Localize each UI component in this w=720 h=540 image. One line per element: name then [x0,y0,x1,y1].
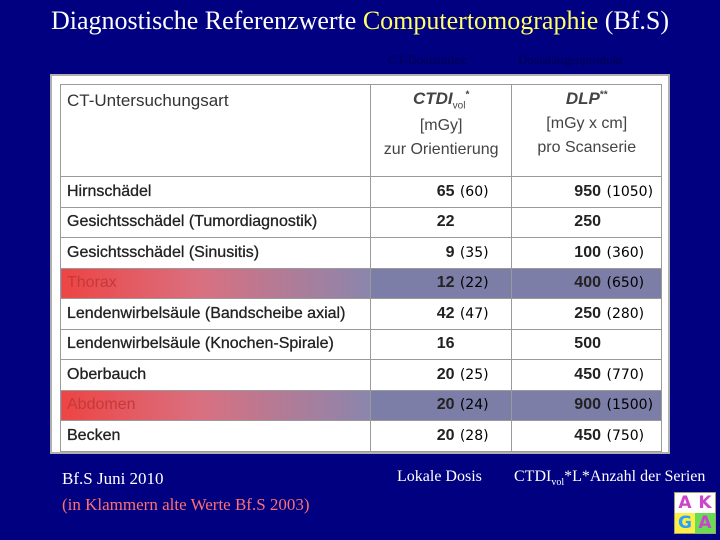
dlp-value: 950 [574,182,601,200]
header-ctdi [370,85,512,177]
dlp-value: 250 [574,304,601,322]
ctdi-cell [370,177,512,208]
table-row [61,238,662,269]
exam-type-cell: Oberbauch [61,360,371,391]
ctdi-value: 16 [436,335,455,353]
table-row [61,421,662,452]
ctdi-cell [370,421,512,452]
exam-type-cell: Lendenwirbelsäule (Bandscheibe axial) [61,299,371,330]
ctdi-cell [370,268,512,299]
ctdi-value: 22 [436,213,455,231]
slide-title [0,6,720,36]
reference-table-frame [50,74,670,454]
ctdi-old-value: (47) [459,305,489,322]
ctdi-unit: [mGy] [419,117,463,135]
table-row [61,329,662,360]
akga-logo [674,492,716,534]
exam-type-cell: Gesichtsschädel (Sinusitis) [61,238,371,269]
dlp-value: 500 [574,335,601,353]
dlp-value: 250 [574,213,601,231]
ctdi-value: 9 [445,243,455,261]
dlp-old-value: (650) [606,275,645,292]
ctdi-cell [370,360,512,391]
dlp-cell [512,390,662,421]
ctdi-old-value: (25) [459,366,489,383]
ctdi-value: 20 [436,365,455,383]
exam-type-cell: Gesichtsschädel (Tumordiagnostik) [61,207,371,238]
ctdi-old-value: (22) [459,275,489,292]
ctdi-cell [370,329,512,360]
exam-type-cell: Lendenwirbelsäule (Knochen-Spirale) [61,329,371,360]
title-part-1: Diagnostische Referenzwerte [50,6,363,35]
dlp-cell [512,299,662,330]
exam-type-cell: Becken [61,421,371,452]
ctdi-old-value: (35) [459,244,489,261]
ctdi-symbol: $CTDI_{vol}^*$ [412,89,470,112]
dlp-cell [512,207,662,238]
title-part-3: (Bf.S) [598,6,670,35]
table-row [61,390,662,421]
table-row [61,207,662,238]
footer-local-dose: Lokale Dosis [397,468,482,485]
table-row [61,360,662,391]
dlp-old-value: (750) [606,427,645,444]
title-part-2: Computertomographie [362,6,599,35]
table-row [61,268,662,299]
header-dlp [512,85,662,177]
dlp-cell [512,329,662,360]
dlp-old-value: (1500) [606,397,654,414]
logo-letter-3: G [675,513,695,533]
ctdi-cell [370,207,512,238]
exam-type-cell: Hirnschädel [61,177,371,208]
dlp-value: 450 [574,426,601,444]
dlp-old-value: (360) [606,244,645,261]
ctdi-value: 12 [436,274,455,292]
dlp-unit: [mGy x cm] [546,115,628,132]
dlp-cell [512,360,662,391]
reference-table [60,84,662,452]
ctdi-cell [370,299,512,330]
ctdi-value: 65 [436,182,455,200]
dlp-value: 100 [574,243,601,261]
dlp-value: 900 [574,396,601,414]
ctdi-value: 20 [436,426,455,444]
dlp-cell [512,177,662,208]
dlp-old-value: (280) [606,305,645,322]
exam-type-cell: Thorax [61,268,371,299]
footer-old-values-note: (in Klammern alte Werte Bf.S 2003) [62,495,310,514]
logo-letter-4: A [695,513,715,533]
ctdi-value: 42 [436,304,455,322]
footer-source-date: Bf.S Juni 2010 [62,469,164,488]
logo-letter-1: A [675,493,695,513]
table-header-row [61,85,662,177]
exam-type-cell: Abdomen [61,390,371,421]
dlp-cell [512,268,662,299]
ctdi-cell [370,390,512,421]
footer-source [62,466,310,518]
ctdi-old-value: (60) [459,183,489,200]
dlp-value: 450 [574,365,601,383]
ctdi-value: 20 [436,396,455,414]
dlp-old-value: (770) [606,366,645,383]
ctdi-cell [370,238,512,269]
ctdi-column-heading: CT-Dosisindex [388,52,467,67]
ctdi-old-value: (24) [459,397,489,414]
table-row [61,299,662,330]
ctdi-note: zur Orientierung [383,141,499,159]
dlp-old-value: (1050) [606,183,654,200]
dlp-cell [512,421,662,452]
dlp-note: pro Scanserie [537,139,637,156]
dlp-cell [512,238,662,269]
dlp-column-heading: Dosislängenprodukt [518,52,623,67]
dlp-value: 400 [574,274,601,292]
table-row [61,177,662,208]
logo-letter-2: K [695,493,715,513]
footer-dlp-formula: $CTDI_{vol}*L*Anzahl$ der Serien [514,468,706,489]
dlp-symbol: DLP** [565,89,608,108]
header-exam-type: CT-Untersuchungsart [61,85,371,177]
ctdi-old-value: (28) [459,427,489,444]
